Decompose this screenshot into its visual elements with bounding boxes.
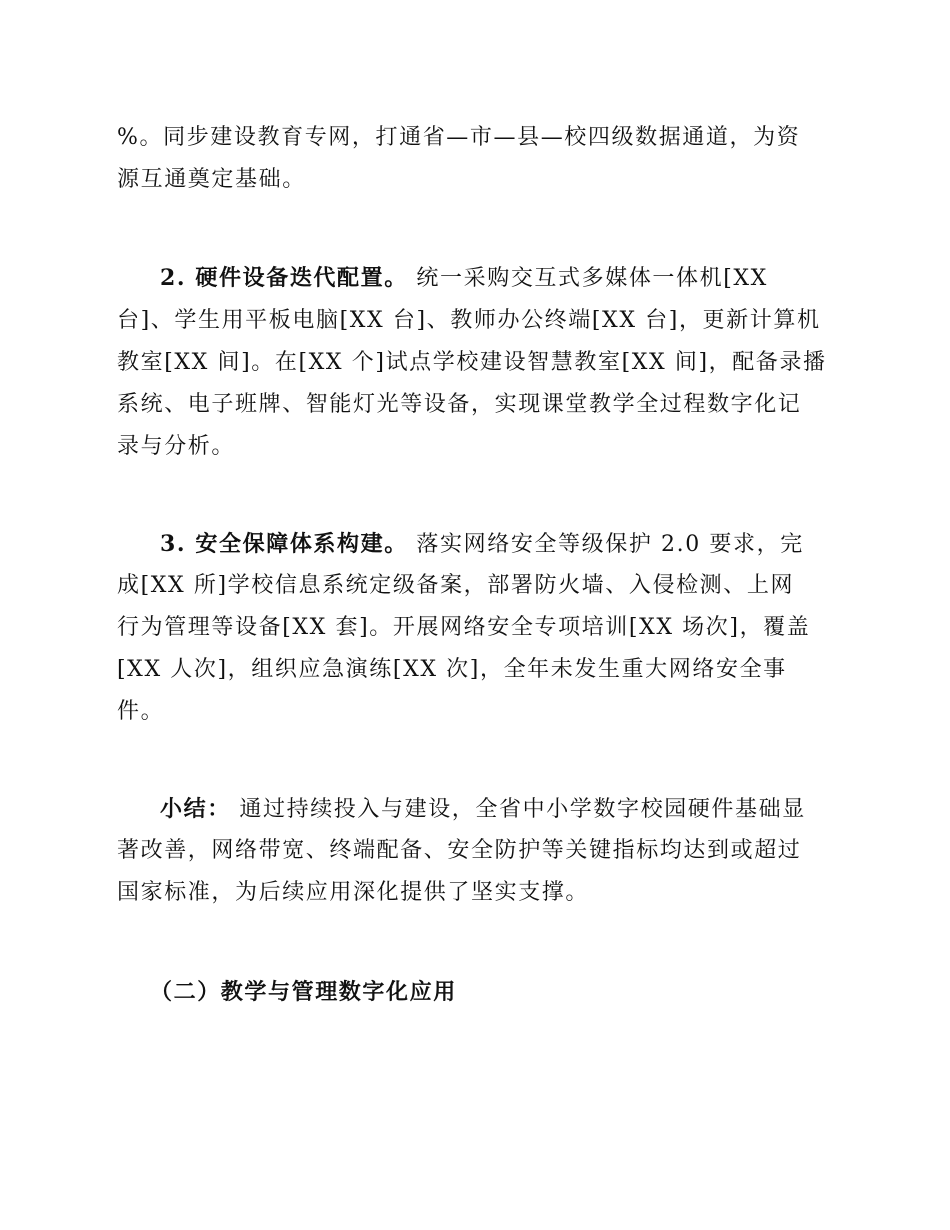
item-2-text: 统一采购交互式多媒体一体机[XX <box>407 266 768 291</box>
paragraph-line: 台]、学生用平板电脑[XX 台]、教师办公终端[XX 台]，更新计算机 <box>117 308 821 333</box>
item-2-first-line <box>160 258 768 298</box>
paragraph-line: 著改善，网络带宽、终端配备、安全防护等关键指标均达到或超过 <box>117 838 802 863</box>
paragraph-line: 件。 <box>117 699 165 724</box>
paragraph-line: 录与分析。 <box>117 434 236 459</box>
paragraph-line: 系统、电子班牌、智能灯光等设备，实现课堂教学全过程数字化记 <box>117 392 802 417</box>
paragraph-line: 教室[XX 间]。在[XX 个]试点学校建设智慧教室[XX 间]，配备录播 <box>117 350 827 375</box>
item-3-text: 落实网络安全等级保护 2.0 要求，完 <box>407 532 804 557</box>
item-3-first-line <box>160 524 804 564</box>
summary-title: 小结： <box>160 796 231 822</box>
paragraph-line: %。同步建设教育专网，打通省—市—县—校四级数据通道，为资 <box>117 125 801 150</box>
item-2-title: 2. 硬件设备迭代配置。 <box>160 265 408 291</box>
paragraph-line: 行为管理等设备[XX 套]。开展网络安全专项培训[XX 场次]，覆盖 <box>117 615 811 640</box>
section-heading: （二）教学与管理数字化应用 <box>150 979 457 1005</box>
summary-text: 通过持续投入与建设，全省中小学数字校园硬件基础显 <box>230 797 806 822</box>
paragraph-line: [XX 人次]，组织应急演练[XX 次]，全年未发生重大网络安全事 <box>117 657 787 682</box>
paragraph-line: 国家标准，为后续应用深化提供了坚实支撑。 <box>117 880 590 905</box>
item-3-title: 3. 安全保障体系构建。 <box>160 531 408 557</box>
paragraph-line: 源互通奠定基础。 <box>117 167 306 192</box>
summary-first-line <box>160 789 806 829</box>
paragraph-line: 成[XX 所]学校信息系统定级备案，部署防火墙、入侵检测、上网 <box>117 573 795 598</box>
